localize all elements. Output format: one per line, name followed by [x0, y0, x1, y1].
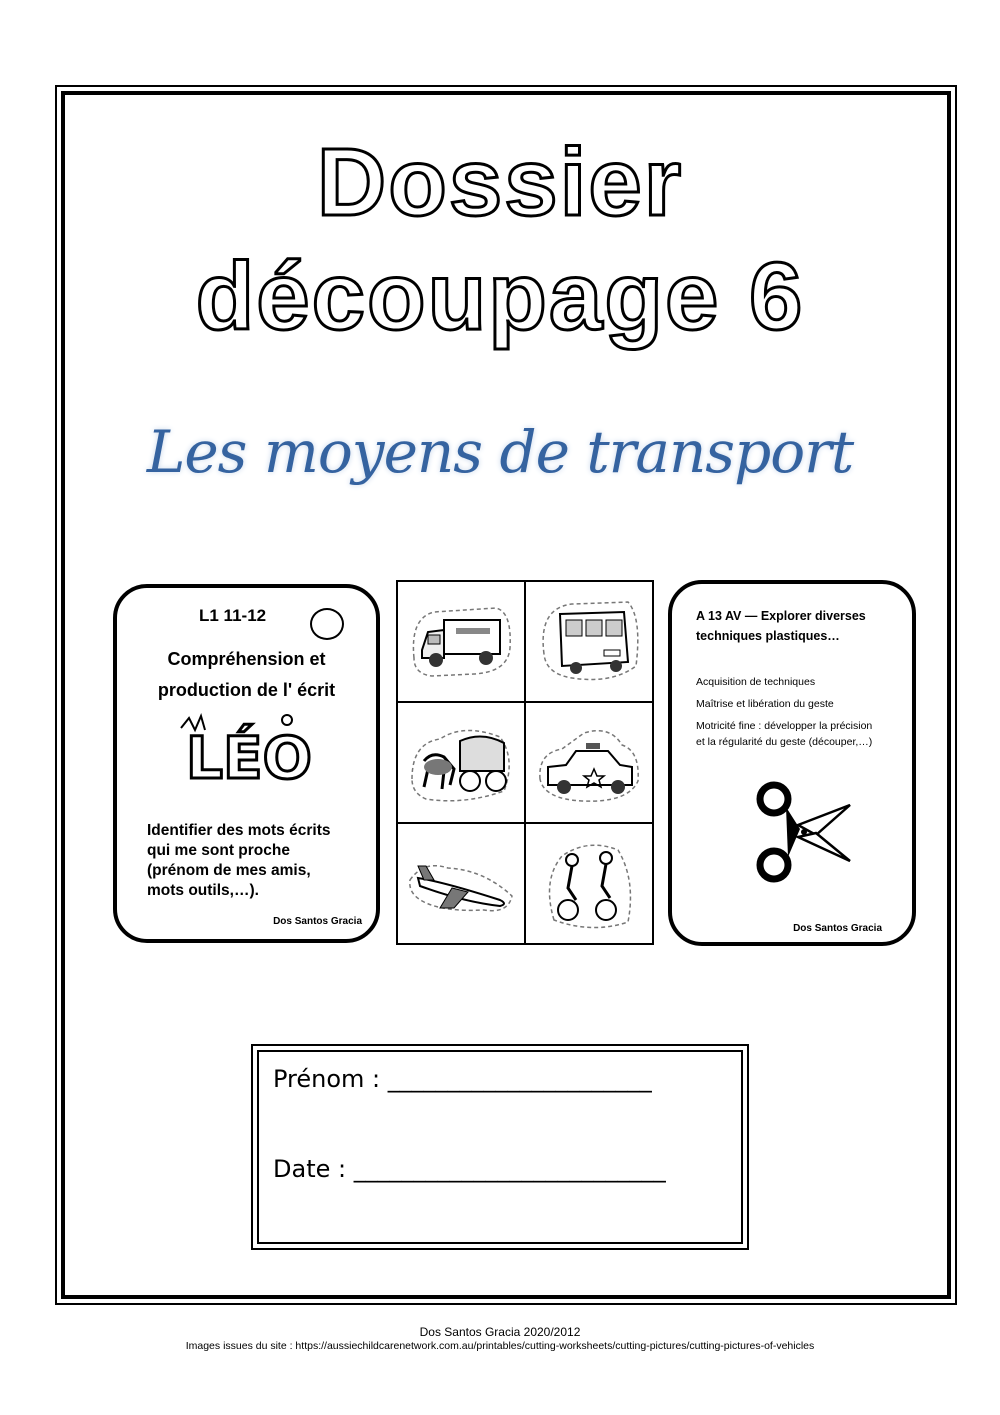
footer-source: Images issues du site : https://aussiechildcarenetwork.com.au/printables/cutting-worksheets/cutting-pictures/cutting-pictures-of-vehicles [185, 1340, 815, 1352]
objective-line-2: qui me sont proche [147, 842, 290, 859]
skill-heading [117, 644, 376, 706]
art-skill-item-2: Maîtrise et libération du geste [696, 698, 834, 710]
vehicle-picture-grid [396, 580, 654, 945]
vehicle-cell [397, 581, 525, 702]
art-skill-title [696, 606, 906, 646]
subtitle: Les moyens de transport [146, 418, 854, 486]
cyclists-icon [532, 830, 647, 936]
skill-code: L1 11-12 [199, 606, 267, 625]
art-skill-item-3-line-1: Motricité fine : développer la précision [696, 720, 873, 732]
objective-line-3: (prénom de mes amis, [147, 862, 311, 879]
objective-line-4: mots outils,…). [147, 882, 259, 899]
vehicle-cell [397, 702, 525, 823]
art-skill-item-3-line-2: et la régularité du geste (découper,…) [696, 736, 873, 748]
leo-logo-icon [169, 710, 329, 796]
skill-heading-line-1: Compréhension et [167, 649, 326, 669]
horse-carriage-icon [404, 709, 519, 815]
vehicle-cell [525, 702, 653, 823]
bus-icon [532, 588, 647, 694]
title-line-1: Dossier [316, 129, 684, 236]
police-car-icon [532, 709, 647, 815]
skill-card-left [113, 584, 380, 943]
art-skill-title-line-1: A 13 AV — Explorer diverses [696, 609, 866, 623]
skill-heading-line-2: production de l' écrit [157, 680, 336, 700]
airplane-icon [404, 830, 519, 936]
card-author: Dos Santos Gracia [273, 916, 362, 927]
prenom-field: Prénom : ______________________ [273, 1065, 652, 1093]
scissors-icon [754, 779, 854, 889]
ambulance-icon [404, 588, 519, 694]
skill-objective [147, 821, 372, 901]
circle-checkbox-icon [310, 608, 344, 640]
vehicle-cell [525, 581, 653, 702]
title-line-2: découpage 6 [195, 243, 805, 350]
date-field: Date : __________________________ [273, 1155, 666, 1183]
footer-credit: Dos Santos Gracia 2020/2012 [419, 1325, 581, 1339]
vehicle-cell [397, 823, 525, 944]
skill-card-right [668, 580, 916, 946]
leo-logo-text: LÉO [186, 724, 312, 792]
art-skill-item-1: Acquisition de techniques [696, 676, 816, 688]
card-author: Dos Santos Gracia [793, 923, 882, 934]
art-skill-title-line-2: techniques plastiques… [696, 629, 840, 643]
objective-line-1: Identifier des mots écrits [147, 822, 331, 839]
vehicle-cell [525, 823, 653, 944]
